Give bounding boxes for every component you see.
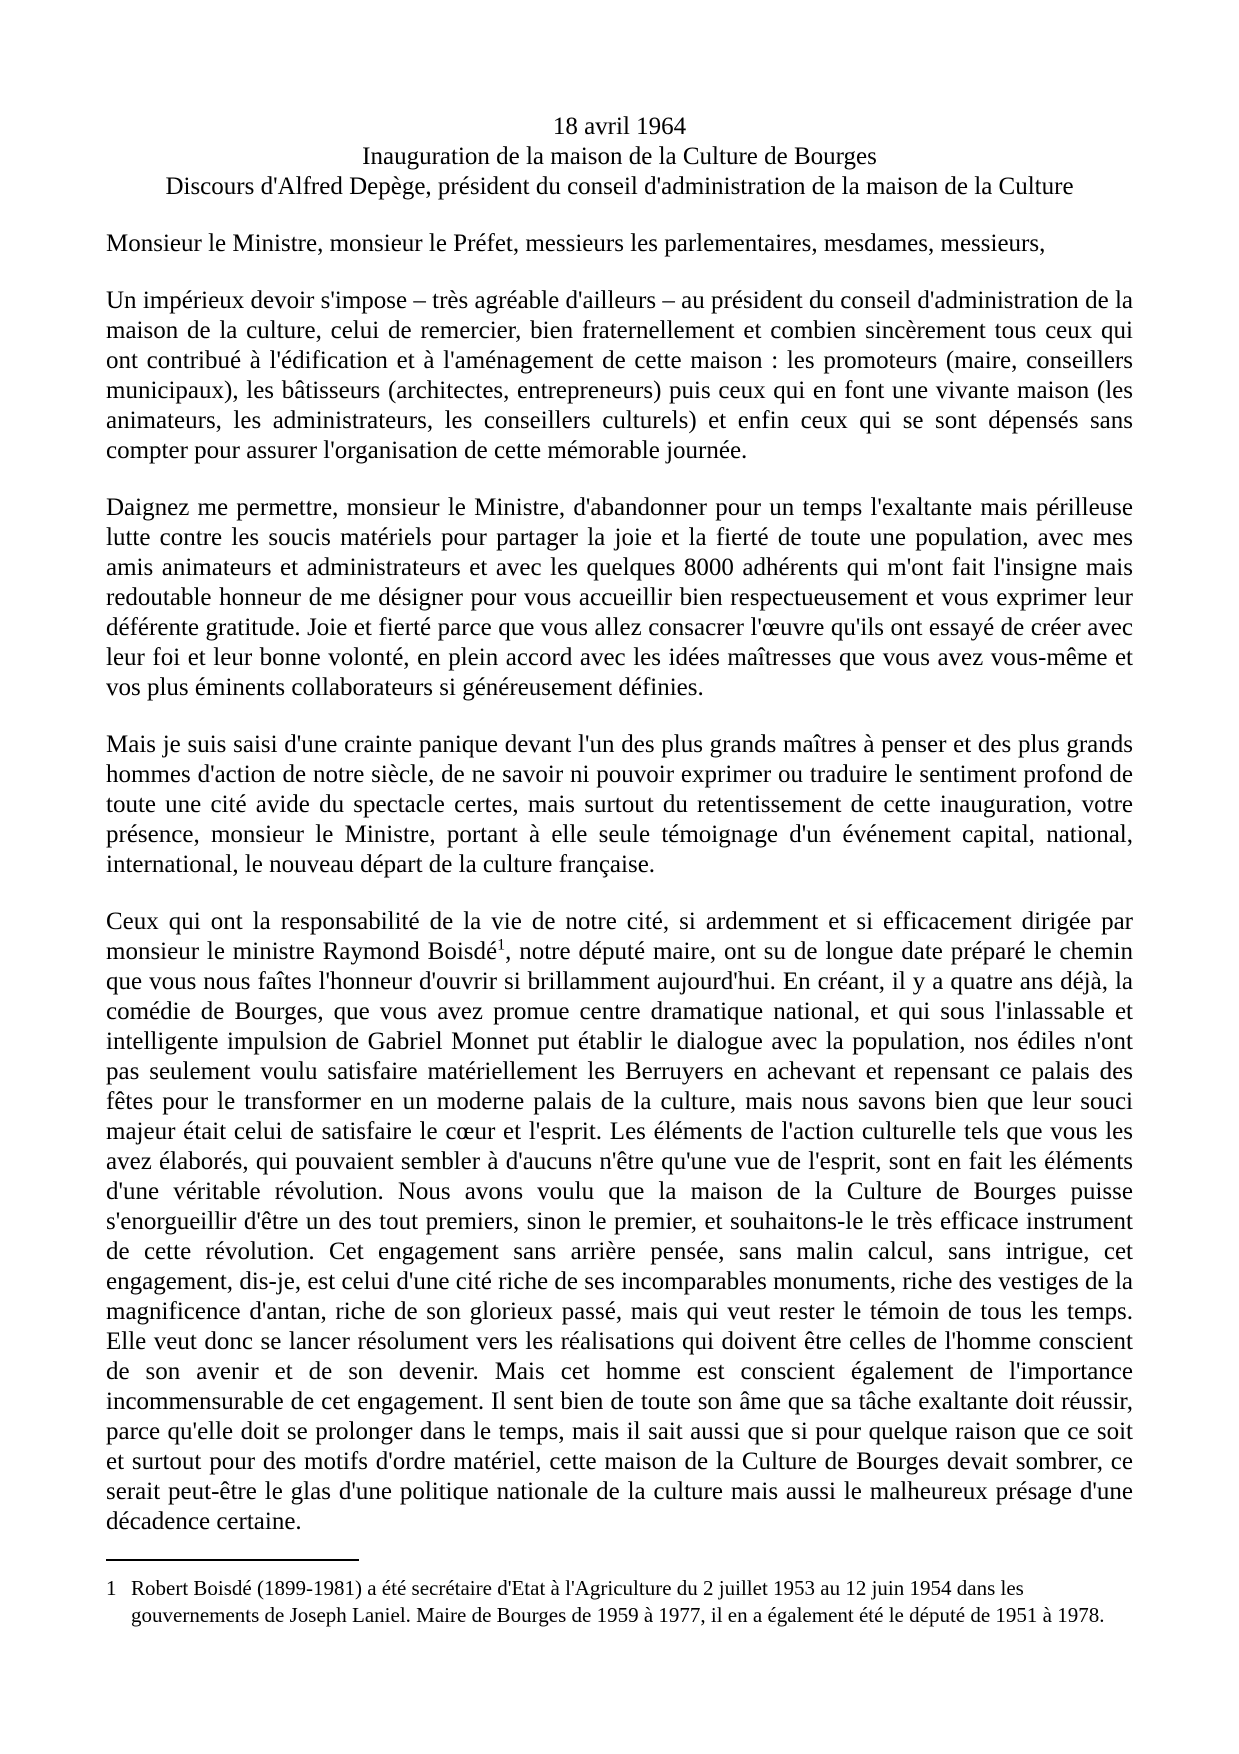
footnote-number: 1 <box>106 1576 117 1600</box>
paragraph-4-text-after-ref: , notre député maire, ont su de longue date préparé le chemin que vous nous faîtes l'honneur d'ouvrir si brillamment aujourd'hui. En créant, il y a quatre ans déjà, la comédie de Bourges, que vous avez promue centre dramatique national, et qui sous l'inlassable et intelligente impulsion de Gabriel Monnet put établir le dialogue avec la population, nos édiles n'ont pas seulement voulu satisfaire matériellement les Berruyers en achevant et repensant ce palais des fêtes pour le transformer en un moderne palais de la culture, mais nous savons bien que leur souci majeur était celui de satisfaire le cœur et l'esprit. Les éléments de l'action culturelle tels que vous les avez élaborés, qui pouvaient sembler à d'aucuns n'être qu'une vue de l'esprit, sont en fait les éléments d'une véritable révolution. Nous avons voulu que la maison de la Culture de Bourges puisse s'enorgueillir d'être un des tout premiers, sinon le premier, et souhaitons-le le très efficace instrument de cette révolution. Cet engagement sans arrière pensée, sans malin calcul, sans intrigue, cet engagement, dis-je, est celui d'une cité riche de ses incomparables monuments, riche des vestiges de la magnificence d'antan, riche de son glorieux passé, mais qui veut rester le témoin de tous les temps. Elle veut donc se lancer résolument vers les réalisations qui doivent être celles de l'homme conscient de son avenir et de son devenir. Mais cet homme est conscient également de l'importance incommensurable de cet engagement. Il sent bien de toute son âme que sa tâche exaltante doit réussir, parce qu'elle doit se prolonger dans le temps, mais il sait aussi que si pour quelque raison que ce soit et surtout pour des motifs d'ordre matériel, cette maison de la Culture de Bourges devait sombrer, ce serait peut-être le glas d'une politique nationale de la culture mais aussi le malheureux présage d'une décadence certaine. <box>106 938 1133 1535</box>
paragraph-3: Mais je suis saisi d'une crainte panique devant l'un des plus grands maîtres à penser et des plus grands hommes d'action de notre siècle, de ne savoir ni pouvoir exprimer ou traduire le sentiment profond de toute une cité avide du spectacle certes, mais surtout du retentissement de cette inauguration, votre présence, monsieur le Ministre, portant à elle seule témoignage d'un événement capital, national, international, le nouveau départ de la culture française. <box>106 731 1133 878</box>
document-header <box>106 112 1133 202</box>
salutation-line: Monsieur le Ministre, monsieur le Préfet, messieurs les parlementaires, mesdames, messieurs, <box>106 230 1046 257</box>
paragraph-4 <box>106 907 1133 1537</box>
paragraph-4-text-before-ref: Ceux qui ont la responsabilité de la vie de notre cité, si ardemment et si efficacement dirigée par monsieur le ministre Raymond Boisdé <box>106 908 1133 965</box>
footnote <box>106 1575 1133 1629</box>
footnote-reference-marker: 1 <box>497 936 506 954</box>
paragraph-2: Daignez me permettre, monsieur le Ministre, d'abandonner pour un temps l'exaltante mais périlleuse lutte contre les soucis matériels pour partager la joie et la fierté de toute une population, avec mes amis animateurs et administrateurs et avec les quelques 8000 adhérents qui m'ont fait l'insigne mais redoutable honneur de me désigner pour vous accueillir bien respectueusement et vous exprimer leur déférente gratitude. Joie et fierté parce que vous allez consacrer l'œuvre qu'ils ont essayé de créer avec leur foi et leur bonne volonté, en plein accord avec les idées maîtresses que vous avez vous-même et vos plus éminents collaborateurs si généreusement définies. <box>106 494 1133 701</box>
header-title: Inauguration de la maison de la Culture de Bourges <box>362 143 877 170</box>
header-date: 18 avril 1964 <box>552 113 687 140</box>
footnote-area <box>106 1559 1133 1629</box>
footnote-separator-rule <box>106 1559 359 1561</box>
header-subtitle: Discours d'Alfred Depège, président du conseil d'administration de la maison de la Culture <box>165 173 1074 200</box>
paragraph-1: Un impérieux devoir s'impose – très agréable d'ailleurs – au président du conseil d'administration de la maison de la culture, celui de remercier, bien fraternellement et combien sincèrement tous ceux qui ont contribué à l'édification et à l'aménagement de cette maison : les promoteurs (maire, conseillers municipaux), les bâtisseurs (architectes, entrepreneurs) puis ceux qui en font une vivante maison (les animateurs, les administrateurs, les conseillers culturels) et enfin ceux qui se sont dépensés sans compter pour assurer l'organisation de cette mémorable journée. <box>106 287 1133 464</box>
footnote-text: Robert Boisdé (1899-1981) a été secrétaire d'Etat à l'Agriculture du 2 juillet 1953 au 12 juin 1954 dans les gouvernements de Joseph Laniel. Maire de Bourges de 1959 à 1977, il en a également été le député de 1951 à 1978. <box>131 1576 1105 1627</box>
